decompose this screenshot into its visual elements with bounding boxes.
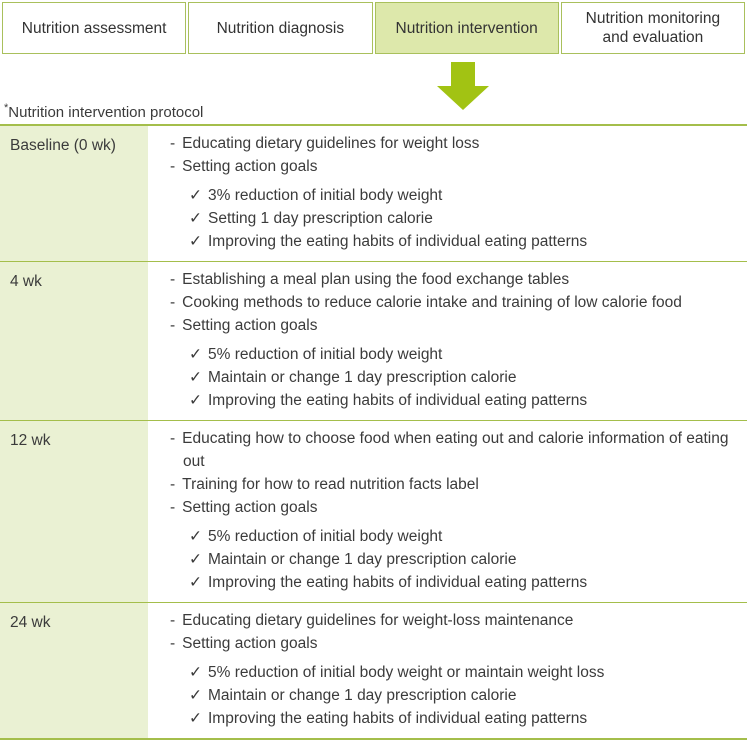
list-item-text: Maintain or change 1 day prescription calorie xyxy=(208,369,517,386)
check-icon: ✓ xyxy=(189,664,202,681)
check-icon: ✓ xyxy=(189,392,202,409)
dash-list-item xyxy=(170,314,737,337)
step-nutrition-intervention xyxy=(375,2,559,54)
check-list-item xyxy=(189,207,737,230)
row-content xyxy=(148,262,747,420)
check-list-item xyxy=(189,707,737,730)
list-item-text: 5% reduction of initial body weight xyxy=(208,346,443,363)
table-row xyxy=(0,126,747,262)
dash-list-item xyxy=(170,609,737,632)
list-item-text: Educating dietary guidelines for weight loss xyxy=(182,135,480,152)
table-row xyxy=(0,262,747,421)
check-icon: ✓ xyxy=(189,369,202,386)
check-icon: ✓ xyxy=(189,687,202,704)
check-icon: ✓ xyxy=(189,551,202,568)
step-label: Nutrition assessment xyxy=(21,19,167,37)
dash-list-item xyxy=(170,132,737,155)
list-item-text: Educating dietary guidelines for weight-loss maintenance xyxy=(182,612,574,629)
list-item-text: 3% reduction of initial body weight xyxy=(208,187,443,204)
down-arrow-head xyxy=(437,86,489,110)
check-icon: ✓ xyxy=(189,210,202,227)
row-content xyxy=(148,603,747,738)
check-icon: ✓ xyxy=(189,187,202,204)
table-row xyxy=(0,603,747,738)
dash-marker: - xyxy=(170,317,176,334)
step-label: Nutrition diagnosis xyxy=(216,19,345,37)
dash-marker: - xyxy=(170,499,176,516)
period-label: 4 wk xyxy=(0,262,148,420)
list-item-text: Educating how to choose food when eating out and calorie information of eating out xyxy=(182,430,729,470)
footnote-text: Nutrition intervention protocol xyxy=(8,104,204,121)
dash-marker: - xyxy=(170,135,176,152)
check-list-item xyxy=(189,571,737,594)
list-item-text: Setting action goals xyxy=(182,317,318,334)
dash-marker: - xyxy=(170,612,176,629)
intervention-protocol-table xyxy=(0,124,747,740)
step-nutrition-monitoring-and-evaluation xyxy=(561,2,745,54)
check-list-item xyxy=(189,684,737,707)
check-icon: ✓ xyxy=(189,233,202,250)
check-list-item xyxy=(189,389,737,412)
check-icon: ✓ xyxy=(189,710,202,727)
step-label: Nutrition intervention xyxy=(395,19,538,37)
check-list-item xyxy=(189,343,737,366)
check-icon: ✓ xyxy=(189,574,202,591)
check-list-item xyxy=(189,525,737,548)
dash-list-item xyxy=(170,427,737,473)
check-icon: ✓ xyxy=(189,346,202,363)
list-item-text: Maintain or change 1 day prescription calorie xyxy=(208,687,517,704)
step-nutrition-diagnosis xyxy=(188,2,372,54)
arrow-band xyxy=(0,54,747,124)
dash-list-item xyxy=(170,291,737,314)
dash-marker: - xyxy=(170,271,176,288)
check-list-item xyxy=(189,661,737,684)
list-item-text: Setting 1 day prescription calorie xyxy=(208,210,433,227)
dash-marker: - xyxy=(170,635,176,652)
list-item-text: Setting action goals xyxy=(182,158,318,175)
check-list-item xyxy=(189,366,737,389)
footnote-asterisk: * xyxy=(4,102,9,114)
table-row xyxy=(0,421,747,603)
dash-list-item xyxy=(170,473,737,496)
footnote-nutrition-intervention-protocol xyxy=(4,102,203,121)
list-item-text: Setting action goals xyxy=(182,635,318,652)
check-icon: ✓ xyxy=(189,528,202,545)
dash-marker: - xyxy=(170,294,176,311)
dash-marker: - xyxy=(170,158,176,175)
dash-marker: - xyxy=(170,430,176,447)
list-item-text: Establishing a meal plan using the food exchange tables xyxy=(182,271,570,288)
list-item-text: Improving the eating habits of individual eating patterns xyxy=(208,710,588,727)
step-label: Nutrition monitoring and evaluation xyxy=(585,10,721,46)
list-item-text: Cooking methods to reduce calorie intake and training of low calorie food xyxy=(182,294,682,311)
dash-list-item xyxy=(170,268,737,291)
period-label: 12 wk xyxy=(0,421,148,602)
period-label: 24 wk xyxy=(0,603,148,738)
dash-marker: - xyxy=(170,476,176,493)
list-item-text: Improving the eating habits of individual eating patterns xyxy=(208,574,588,591)
process-steps xyxy=(0,0,747,54)
dash-list-item xyxy=(170,496,737,519)
period-label: Baseline (0 wk) xyxy=(0,126,148,261)
dash-list-item xyxy=(170,155,737,178)
list-item-text: 5% reduction of initial body weight xyxy=(208,528,443,545)
dash-list-item xyxy=(170,632,737,655)
list-item-text: Improving the eating habits of individual eating patterns xyxy=(208,392,588,409)
list-item-text: 5% reduction of initial body weight or maintain weight loss xyxy=(208,664,605,681)
check-list-item xyxy=(189,184,737,207)
down-arrow-icon xyxy=(437,62,489,110)
list-item-text: Setting action goals xyxy=(182,499,318,516)
check-list-item xyxy=(189,230,737,253)
down-arrow-stem xyxy=(451,62,475,86)
list-item-text: Improving the eating habits of individual eating patterns xyxy=(208,233,588,250)
list-item-text: Maintain or change 1 day prescription calorie xyxy=(208,551,517,568)
step-nutrition-assessment xyxy=(2,2,186,54)
row-content xyxy=(148,421,747,602)
list-item-text: Training for how to read nutrition facts label xyxy=(182,476,479,493)
row-content xyxy=(148,126,747,261)
check-list-item xyxy=(189,548,737,571)
